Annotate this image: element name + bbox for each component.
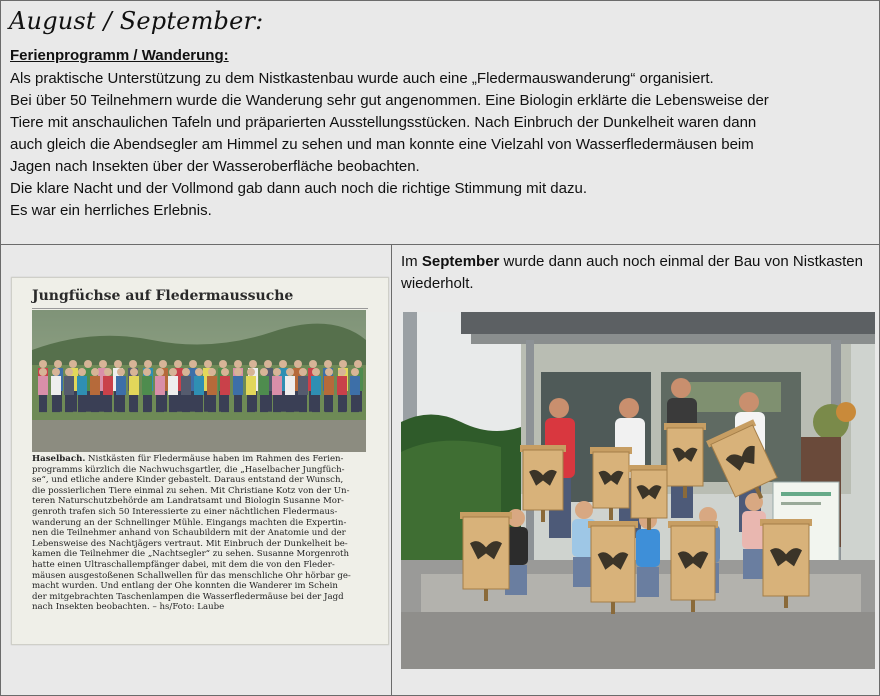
section-paragraph [10, 68, 870, 222]
clipping-line [32, 454, 370, 465]
caption-bold-month: September [421, 253, 500, 270]
clipping-divider [32, 308, 368, 309]
september-cell [392, 245, 879, 695]
paragraph-line: Die klare Nacht und der Vollmond gab dann auch noch die richtige Stimmung mit dazu. [10, 180, 587, 197]
paragraph-line: Als praktische Unterstützung zu dem Nistkastenbau wurde auch eine „Fledermauswanderung“ organisiert. [10, 70, 714, 87]
bat-box [668, 521, 718, 612]
clipping-body [32, 454, 370, 613]
clipping-lead-word: Haselbach. [32, 454, 86, 464]
clipping-line: der mitgebrachten Taschenlampen die Wasserfledermäuse bei der Jagd [32, 591, 344, 602]
paragraph-line: Es war ein herrliches Erlebnis. [10, 202, 212, 219]
bat-box [520, 445, 566, 522]
paragraph-line: Jagen nach Insekten über der Wasseroberfläche beobachten. [10, 158, 420, 175]
paragraph-line: Tiere mit anschaulichen Tafeln und präparierten Ausstellungsstücken. Nach Einbruch der Dunkelheit waren dann [10, 114, 757, 131]
clipping-line: se“, und etliche andere Kinder gebastelt. Daraus entstand der Wunsch, [32, 475, 344, 486]
clipping-line: macht wurden. Und entlang der Ohe konnten die Wanderer im Schein [32, 581, 338, 592]
clipping-line: hatte einen Ultraschallempfänger dabei, mit dem die von den Fleder- [32, 559, 335, 570]
clipping-line: kamen die Teilnehmer die „Nachtsegler“ zu sehen. Susanne Morgenroth [32, 549, 350, 560]
top-cell [1, 1, 879, 245]
clipping-group-photo [32, 310, 366, 452]
september-caption [401, 251, 871, 295]
clipping-line: wanderung an der Schnellinger Mühle. Eingangs machten die Expertin- [32, 517, 347, 528]
clipping-line: Lebensweise des Nachtjägers vertraut. Mit Einbruch der Dunkelheit be- [32, 538, 348, 549]
caption-text-after: wurde dann auch noch einmal der Bau von Nistkasten wiederholt. [401, 253, 863, 292]
newspaper-cell [1, 245, 392, 695]
section-subtitle: Ferienprogramm / Wanderung: [10, 47, 229, 64]
clipping-line: nach Insekten beobachten. – hs/Foto: Laube [32, 602, 225, 613]
clipping-line: nen die Teilnehmer anhand von Schaubildern mit der Anatomie und der [32, 528, 346, 539]
bat-box [588, 521, 638, 614]
bat-box-group-photo [401, 312, 875, 669]
bat-box [460, 512, 512, 601]
clipping-line-text: Nistkästen für Fledermäuse haben im Rahmen des Ferien- [88, 454, 344, 464]
newspaper-clipping [11, 277, 389, 645]
bat-box [760, 519, 812, 608]
clipping-line: genroth trafen sich 50 Interessierte zu einer nächtlichen Fledermaus- [32, 506, 338, 517]
paragraph-line: auch gleich die Abendsegler am Himmel zu sehen und man konnte eine Vielzahl von Wasserfledermäusen beim [10, 136, 754, 153]
clipping-line: programms kürzlich die Nachwuchsgartler, die „Haselbacher Jungfüch- [32, 464, 345, 475]
clipping-line: die possierlichen Tiere einmal zu sehen. Mit Christiane Kotz von der Un- [32, 485, 350, 496]
clipping-headline: Jungfüchse auf Fledermaussuche [32, 288, 294, 304]
clipping-line: teren Naturschutzbehörde am Landratsamt und Biologin Susanne Mor- [32, 496, 344, 507]
clipping-line: mäusen ausgestoßenen Schallwellen für das menschliche Ohr hörbar ge- [32, 570, 351, 581]
page-title: August / September: [9, 7, 264, 35]
caption-text-before: Im [401, 253, 422, 270]
paragraph-line: Bei über 50 Teilnehmern wurde die Wanderung sehr gut angenommen. Eine Biologin erklärte die Lebensweise der [10, 92, 769, 109]
